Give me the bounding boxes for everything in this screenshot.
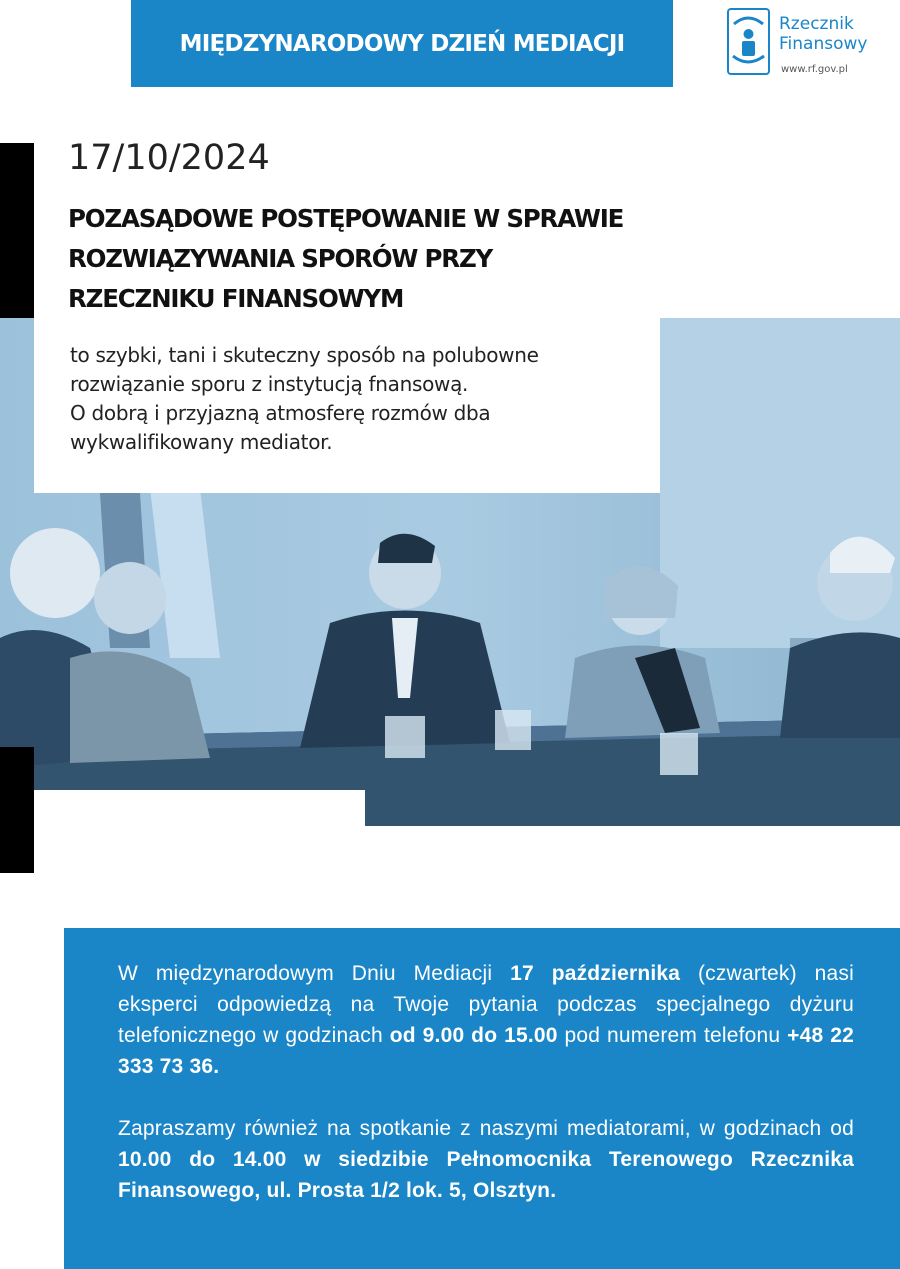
- lead-line: rozwiązanie sporu z instytucją fnansową.: [70, 372, 469, 396]
- info-paragraph-phone: [118, 958, 854, 1082]
- event-date: 17/10/2024: [68, 138, 270, 178]
- event-title: MIĘDZYNARODOWY DZIEŃ MEDIACJI: [179, 30, 625, 57]
- logo-line-2: Finansowy: [779, 34, 868, 54]
- text-segment: W międzynarodowym Dniu Mediacji: [118, 962, 511, 985]
- lead-line: to szybki, tani i skuteczny sposób na polubowne: [70, 343, 539, 367]
- photo-cutout: [0, 790, 365, 826]
- text-segment: (czwartek) nasi eksperci odpowiedzą na Twoje pytania podczas specjalnego dyżuru telefonicznego w godzinach: [118, 962, 854, 1047]
- headline-line: RZECZNIKU FINANSOWYM: [68, 284, 404, 313]
- rzecznik-finansowy-logo[interactable]: [727, 8, 887, 80]
- headline-line: ROZWIĄZYWANIA SPORÓW PRZY: [68, 244, 493, 273]
- lead-line: O dobrą i przyjazną atmosferę rozmów dba: [70, 401, 491, 425]
- logo-url[interactable]: www.rf.gov.pl: [781, 64, 848, 75]
- logo-text: [779, 14, 867, 54]
- headline-line: POZASĄDOWE POSTĘPOWANIE W SPRAWIE: [68, 204, 624, 233]
- text-segment: pod numerem telefonu: [557, 1024, 788, 1047]
- lead-line: wykwalifikowany mediator.: [70, 430, 333, 454]
- event-banner: [131, 0, 673, 87]
- phone-hours: od 9.00 do 15.00: [389, 1024, 558, 1047]
- logo-line-1: Rzecznik: [779, 14, 854, 34]
- headline: [68, 199, 688, 319]
- text-segment: Zapraszamy również na spotkanie z naszymi mediatorami, w godzinach od: [118, 1117, 854, 1140]
- hands-person-icon: [727, 8, 770, 75]
- event-day: 17 października: [510, 962, 681, 985]
- info-box: [64, 928, 900, 1269]
- decorative-bar-bottom: [0, 747, 34, 873]
- phone-number[interactable]: +48 22 333 73 36.: [118, 1024, 855, 1078]
- info-paragraph-meeting: [118, 1113, 854, 1206]
- meeting-hours-address: 10.00 do 14.00 w siedzibie Pełnomocnika Terenowego Rzecznika Finansowego, ul. Prosta 1/2 lok. 5, Olsztyn.: [118, 1148, 854, 1202]
- lead-text: [70, 341, 650, 457]
